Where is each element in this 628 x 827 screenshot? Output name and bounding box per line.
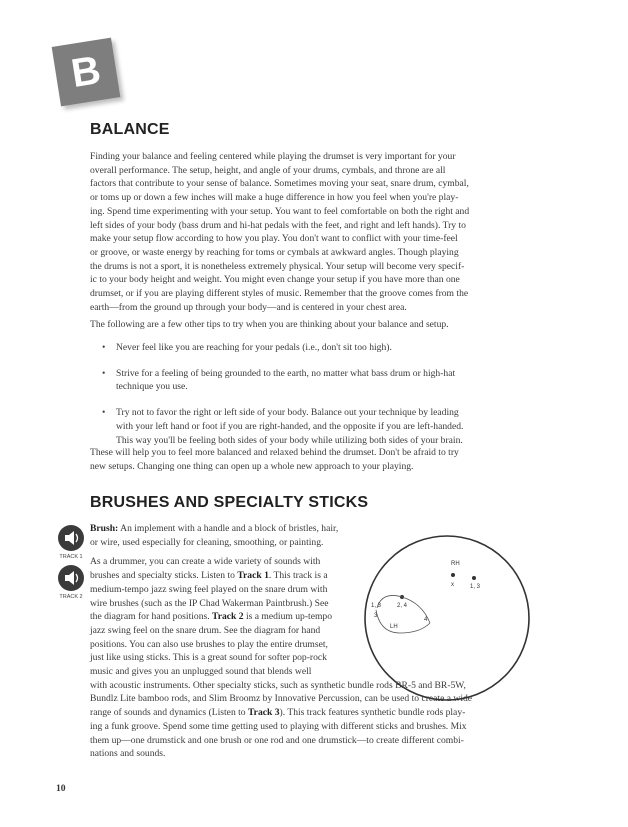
text-line: with your left hand or foot if you are right-handed, and the opposite if you are left-handed. bbox=[116, 420, 464, 432]
text-line: ic to your body height and weight. You might even change your setup if you have more than one bbox=[90, 274, 460, 286]
text-fragment: the diagram for hand positions. bbox=[90, 611, 213, 623]
list-item bbox=[102, 406, 488, 447]
track-reference: Track 3 bbox=[248, 707, 280, 719]
text-line: new setups. Changing one thing can open up a whole new approach to your playing. bbox=[90, 460, 414, 472]
text-fragment: is a medium up-tempo bbox=[243, 611, 333, 623]
text-line: just like using sticks. This is a great sound for softer pop-rock bbox=[90, 652, 327, 664]
track-2-label: TRACK 2 bbox=[59, 594, 83, 600]
text-line: or groove, or waste energy by reaching for toms or cymbals at awkward angles. Though playing bbox=[90, 246, 459, 258]
count-3-label: 3 bbox=[374, 613, 378, 619]
brushes-heading: BRUSHES AND SPECIALTY STICKS bbox=[90, 494, 369, 511]
section-letter: B bbox=[68, 47, 104, 96]
text-line: ing. Spend time experimenting with your setup. You want to feel comfortable on both the right and bbox=[90, 205, 470, 217]
text-line: the drums is not a sport, it is nonetheless extremely physical. Your setup will become very specif- bbox=[90, 260, 465, 272]
text-line: make your setup flow according to how you play. You don't want to conflict with your time-feel bbox=[90, 233, 458, 245]
text-line: drumset, or if you are playing different styles of music. Remember that the groove comes from the bbox=[90, 288, 469, 300]
track-reference: Track 1 bbox=[237, 570, 269, 582]
balance-paragraph-1 bbox=[90, 150, 490, 314]
text-line: These will help you to feel more balanced and relaxed behind the drumset. Don't be afraid to try bbox=[90, 447, 459, 458]
count-13-label-left: 1, 3 bbox=[371, 603, 382, 609]
list-item bbox=[102, 341, 488, 355]
track-reference: Track 2 bbox=[212, 611, 244, 623]
count-4-label: 4 bbox=[424, 617, 428, 623]
text-fragment: brushes and specialty sticks. Listen to bbox=[90, 570, 238, 582]
text-line: Finding your balance and feeling centered while playing the drumset is very important for your bbox=[90, 151, 456, 162]
text-line: As a drummer, you can create a wide variety of sounds with bbox=[90, 556, 321, 568]
definition-term: Brush: bbox=[90, 523, 119, 534]
text-line: music and gives you an unplugged sound that blends well bbox=[90, 666, 312, 678]
text-line bbox=[90, 706, 472, 720]
text-line: nations and sounds. bbox=[90, 748, 166, 760]
text-line: • Never feel like you are reaching for your pedals (i.e., don't sit too high). bbox=[116, 342, 392, 353]
track-1-label: TRACK 1 bbox=[59, 554, 83, 560]
text-line: them up—one drumstick and one brush or one rod and one drumstick—to create different combi- bbox=[90, 734, 464, 746]
text-line: This way you'll be feeling both sides of your body while utilizing both sides of your brain. bbox=[116, 434, 463, 446]
text-line: jazz swing feel on the snare drum. See the diagram for hand bbox=[90, 624, 321, 636]
rh-label: RH bbox=[451, 561, 460, 567]
text-line: with acoustic instruments. Other specialty sticks, such as synthetic bundle rods BR-5 and BR-5W, bbox=[90, 679, 466, 691]
definition-text: An implement with a handle and a block of bristles, hair, bbox=[118, 523, 339, 534]
balance-paragraph-2: The following are a few other tips to try when you are thinking about your balance and setup. bbox=[90, 319, 449, 330]
text-line: or wire, used especially for cleaning, smoothing, or painting. bbox=[90, 536, 324, 548]
balance-heading: BALANCE bbox=[90, 121, 170, 138]
text-line: • Try not to favor the right or left side of your body. Balance out your technique by leading bbox=[116, 407, 459, 419]
section-letter-tab bbox=[52, 38, 121, 107]
text-line: medium-tempo jazz swing feel played on the snare drum with bbox=[90, 583, 328, 595]
text-line: factors that contribute to your sense of balance. Sometimes moving your seat, snare drum, cymbal, bbox=[90, 178, 469, 190]
text-line: technique you use. bbox=[116, 381, 188, 393]
balance-paragraph-3 bbox=[90, 446, 490, 473]
x-label: x bbox=[451, 582, 454, 588]
hand-position-diagram bbox=[362, 533, 532, 703]
text-fragment: . This track is a bbox=[268, 570, 328, 582]
lh-label: LH bbox=[390, 624, 398, 630]
speaker-icon bbox=[57, 524, 85, 552]
text-line: positions. You can also use brushes to play the entire drumset, bbox=[90, 638, 328, 650]
track-1-marker bbox=[56, 524, 86, 560]
text-fragment: ). This track features synthetic bundle rods play- bbox=[279, 707, 466, 719]
count-24-label: 2, 4 bbox=[397, 603, 408, 609]
rh-dot bbox=[451, 573, 455, 577]
balance-tips-list bbox=[102, 341, 488, 459]
text-line: or toms up or down a few inches will make a huge difference in how you feel when you're play- bbox=[90, 192, 459, 204]
text-line: • Strive for a feeling of being grounded to the earth, no matter what bass drum or high-hat bbox=[116, 367, 456, 379]
brush-path bbox=[376, 610, 430, 633]
list-item bbox=[102, 367, 488, 394]
text-fragment: range of sounds and dynamics (Listen to bbox=[90, 707, 248, 719]
text-line: Bundlz Lite bamboo rods, and Slim Broomz by Innovative Percussion, can be used to create a wide bbox=[90, 693, 473, 705]
text-line: left sides of your body (bass drum and hi-hat pedals with the feet, and right and left hands). Try to bbox=[90, 219, 466, 231]
text-line: ing a funk groove. Spend some time getting used to playing with different sticks and brushes. Mix bbox=[90, 720, 467, 732]
brush-path bbox=[377, 595, 430, 623]
page-number: 10 bbox=[56, 783, 66, 794]
count-13-label: 1, 3 bbox=[470, 584, 481, 590]
text-line: overall performance. The setup, height, and angle of your drums, cymbals, and throne are all bbox=[90, 164, 446, 176]
text-line: earth—from the ground up through your body—and is centered in your chest area. bbox=[90, 301, 407, 313]
snare-drum-outline bbox=[365, 536, 529, 700]
track-2-marker bbox=[56, 564, 86, 600]
text-line: wire brushes (such as the IP Chad Wakerman Paintbrush.) See bbox=[90, 597, 329, 609]
rh-dot-2 bbox=[472, 576, 476, 580]
speaker-icon bbox=[57, 564, 85, 592]
